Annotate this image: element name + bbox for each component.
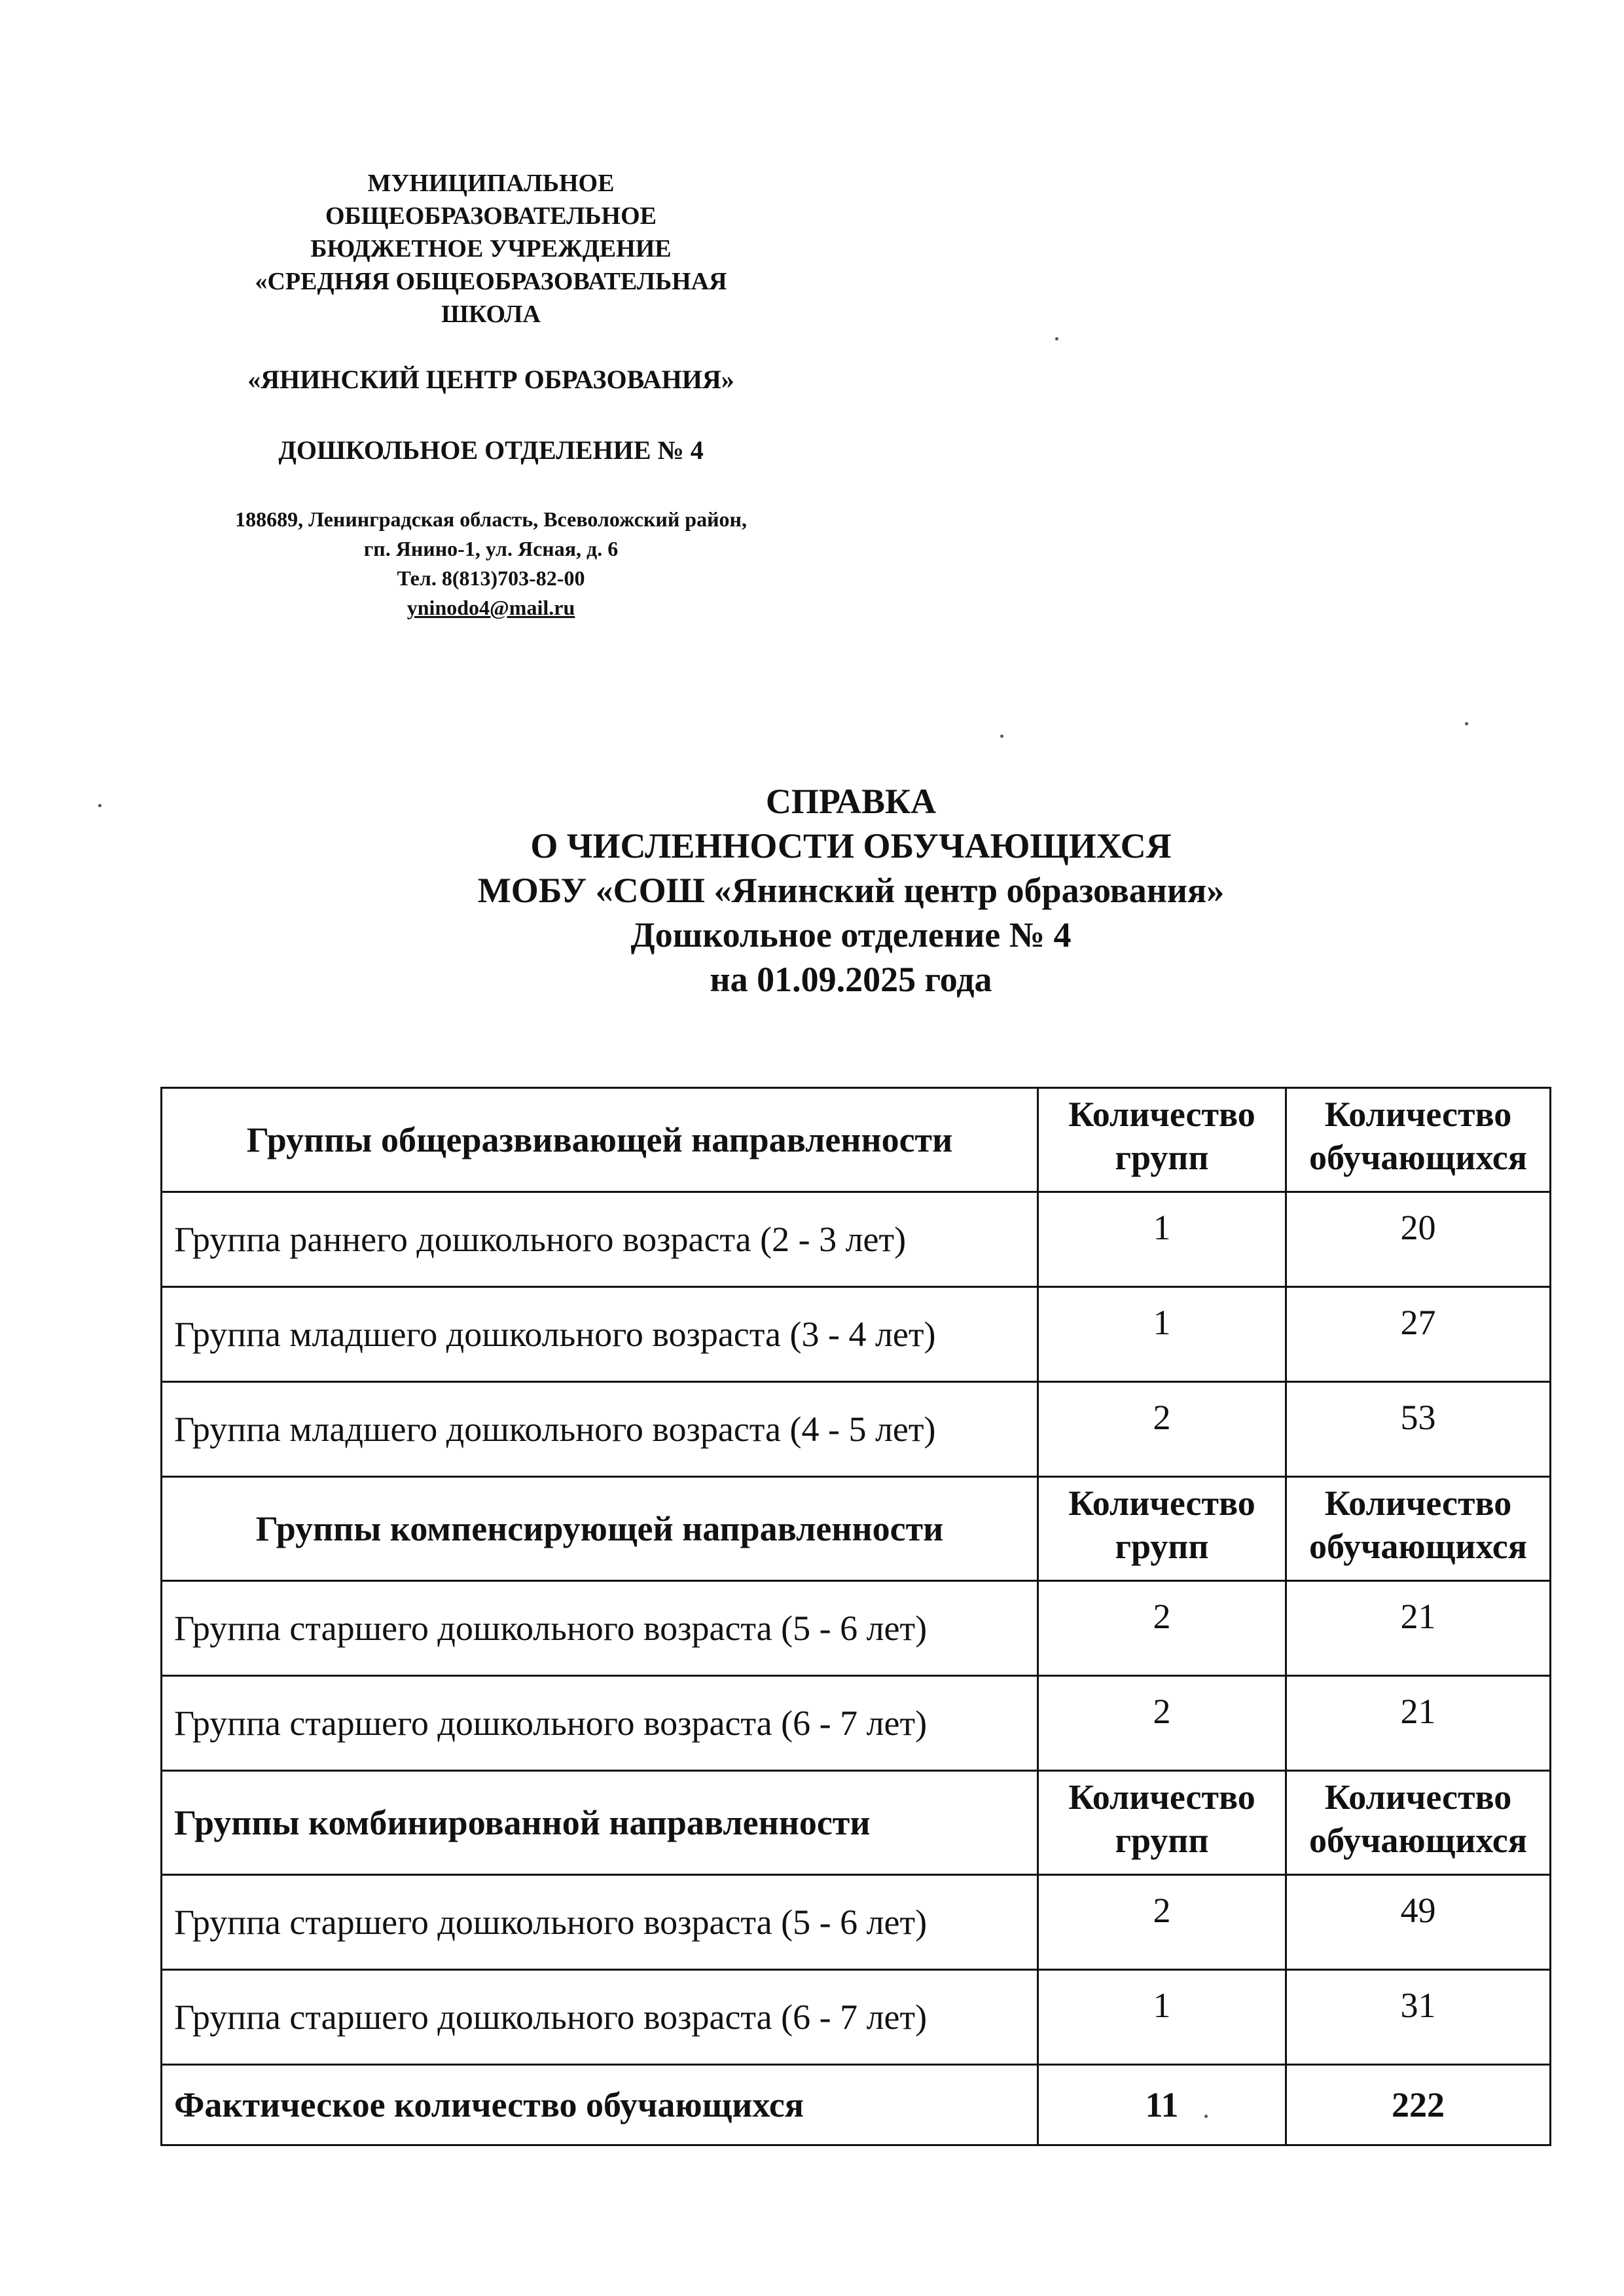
section-heading: Группы комбинированной направленности [162,1771,1038,1875]
scan-speck [1465,722,1468,725]
table-row [162,1382,1551,1477]
group-name: Группа младшего дошкольного возраста (3 - 4 лет) [162,1287,1038,1382]
letterhead [164,167,818,623]
total-groups: 11 [1038,2065,1286,2145]
section-header-row [162,1771,1551,1875]
scan-speck [1055,337,1058,340]
student-count: 20 [1286,1192,1551,1287]
title-line: О ЧИСЛЕННОСТИ ОБУЧАЮЩИХСЯ [530,826,1172,866]
scan-speck [1000,735,1003,738]
table-row [162,1192,1551,1287]
section-header-row [162,1477,1551,1581]
group-count: 2 [1038,1676,1286,1771]
address-line: 188689, Ленинградская область, Всеволожский район, [235,507,747,531]
group-name: Группа старшего дошкольного возраста (5 - 6 лет) [162,1875,1038,1970]
scan-speck [1204,2115,1208,2118]
document-title [367,779,1335,1002]
table-row [162,1581,1551,1676]
address-line: гп. Янино-1, ул. Ясная, д. 6 [363,537,619,560]
title-line: на 01.09.2025 года [710,960,992,999]
section-header-row [162,1088,1551,1192]
group-count: 1 [1038,1192,1286,1287]
group-name: Группа старшего дошкольного возраста (6 - 7 лет) [162,1970,1038,2065]
table-row [162,1676,1551,1771]
email-link[interactable]: yninodo4@mail.ru [406,596,575,619]
student-count: 21 [1286,1676,1551,1771]
student-count: 27 [1286,1287,1551,1382]
total-row [162,2065,1551,2145]
column-header-students: Количество обучающихся [1286,1088,1551,1192]
student-count: 21 [1286,1581,1551,1676]
group-count: 1 [1038,1970,1286,2065]
column-header-groups: Количество групп [1038,1088,1286,1192]
section-heading: Группы компенсирующей направленности [162,1477,1038,1581]
title-line: МОБУ «СОШ «Янинский центр образования» [477,871,1225,910]
group-name: Группа младшего дошкольного возраста (4 - 5 лет) [162,1382,1038,1477]
org-line: МУНИЦИПАЛЬНОЕ [367,170,615,197]
column-header-groups: Количество групп [1038,1477,1286,1581]
section-heading: Группы общеразвивающей направленности [162,1088,1038,1192]
scan-speck [98,804,101,807]
group-count: 2 [1038,1581,1286,1676]
org-line: ШКОЛА [441,301,541,328]
total-label: Фактическое количество обучающихся [162,2065,1038,2145]
student-count: 49 [1286,1875,1551,1970]
table-row [162,1970,1551,2065]
title-line: СПРАВКА [765,782,937,821]
table-row [162,1875,1551,1970]
group-name: Группа старшего дошкольного возраста (6 - 7 лет) [162,1676,1038,1771]
group-count: 2 [1038,1382,1286,1477]
student-count: 53 [1286,1382,1551,1477]
department-name: ДОШКОЛЬНОЕ ОТДЕЛЕНИЕ № 4 [278,435,704,465]
total-students: 222 [1286,2065,1551,2145]
student-count: 31 [1286,1970,1551,2065]
group-count: 2 [1038,1875,1286,1970]
org-line: БЮДЖЕТНОЕ УЧРЕЖДЕНИЕ [310,235,672,263]
students-table [160,1087,1551,2146]
column-header-students: Количество обучающихся [1286,1771,1551,1875]
phone: Тел. 8(813)703-82-00 [397,566,585,590]
title-line: Дошкольное отделение № 4 [630,915,1072,955]
group-name: Группа старшего дошкольного возраста (5 - 6 лет) [162,1581,1038,1676]
table-row [162,1287,1551,1382]
org-line: «СРЕДНЯЯ ОБЩЕОБРАЗОВАТЕЛЬНАЯ [255,268,727,295]
group-name: Группа раннего дошкольного возраста (2 - 3 лет) [162,1192,1038,1287]
column-header-groups: Количество групп [1038,1771,1286,1875]
column-header-students: Количество обучающихся [1286,1477,1551,1581]
address-block [164,505,818,623]
org-name: «ЯНИНСКИЙ ЦЕНТР ОБРАЗОВАНИЯ» [247,365,734,394]
group-count: 1 [1038,1287,1286,1382]
org-line: ОБЩЕОБРАЗОВАТЕЛЬНОЕ [325,202,657,230]
